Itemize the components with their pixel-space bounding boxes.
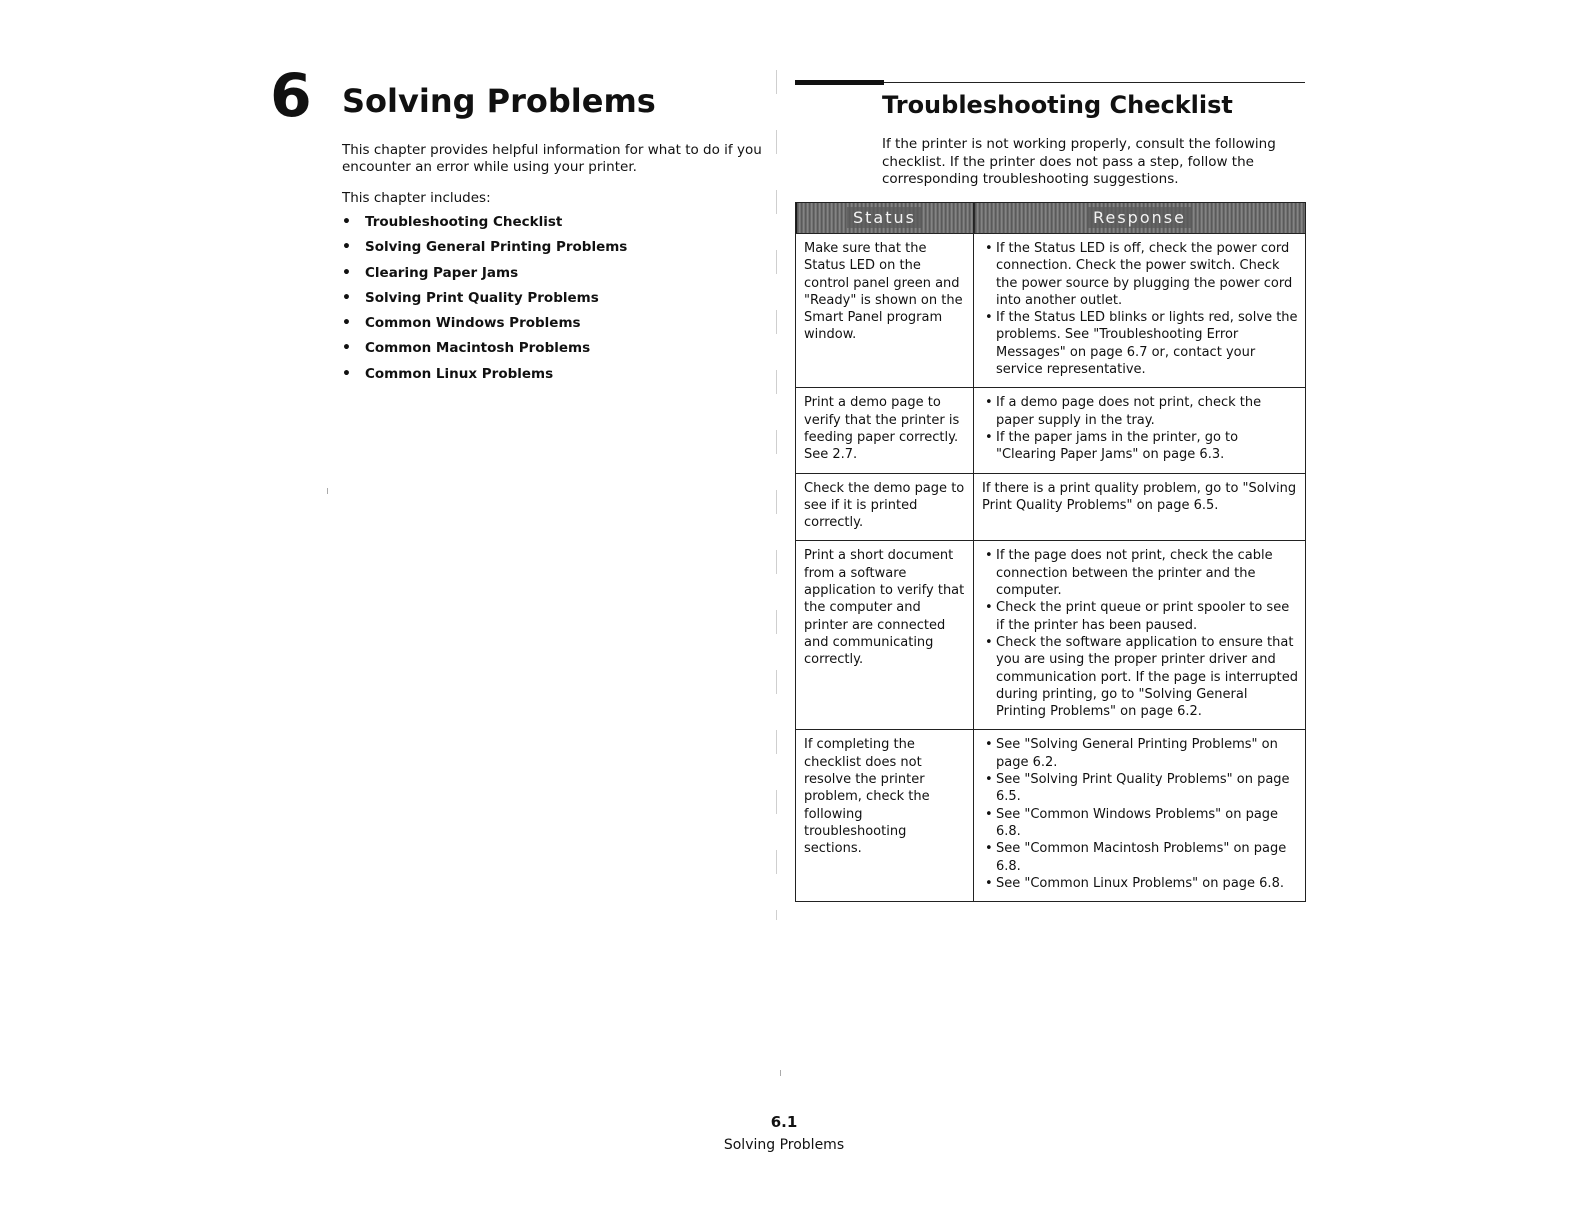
response-list (982, 736, 1298, 892)
response-list (982, 547, 1298, 720)
table-row (796, 730, 1306, 902)
response-item: • If the paper jams in the printer, go to "Clearing Paper Jams" on page 6.3. (982, 429, 1298, 464)
response-cell: If there is a print quality problem, go to "Solving Print Quality Problems" on page 6.5. (974, 473, 1306, 541)
column-divider (776, 70, 777, 920)
scan-speck (327, 488, 328, 494)
table-row (796, 234, 1306, 388)
response-item: • See "Solving Print Quality Problems" on page 6.5. (982, 771, 1298, 806)
table-row (796, 388, 1306, 473)
response-item: • See "Common Linux Problems" on page 6.8. (982, 875, 1298, 892)
chapter-number: 6 (270, 61, 312, 131)
section-intro: If the printer is not working properly, consult the following checklist. If the printer does not pass a step, follow the corresponding troubleshooting suggestions. (882, 136, 1276, 187)
section-rule-accent (795, 80, 884, 85)
table-header-row (796, 203, 1306, 234)
response-item: • If a demo page does not print, check the paper supply in the tray. (982, 394, 1298, 429)
response-item: • If the Status LED blinks or lights red, solve the problems. See "Troubleshooting Error Messages" on page 6.7 or, contact your service representative. (982, 309, 1298, 378)
chapter-intro: This chapter provides helpful information for what to do if you encounter an error while using your printer. (342, 142, 762, 175)
topic-item[interactable]: • Solving General Printing Problems (342, 239, 627, 264)
response-list (982, 394, 1298, 463)
page-footer-label: Solving Problems (723, 1137, 845, 1153)
topic-item[interactable]: • Common Windows Problems (342, 315, 627, 340)
scan-speck (780, 1070, 781, 1076)
page-number: 6.1 (770, 1113, 798, 1131)
table-row (796, 473, 1306, 541)
response-item: • See "Common Macintosh Problems" on page 6.8. (982, 840, 1298, 875)
response-cell (974, 388, 1306, 473)
table-row (796, 541, 1306, 730)
step-cell: Make sure that the Status LED on the control panel green and "Ready" is shown on the Smart Panel program window. (796, 234, 974, 388)
response-list (982, 240, 1298, 378)
topic-item[interactable]: • Clearing Paper Jams (342, 265, 627, 290)
section-title: Troubleshooting Checklist (882, 91, 1233, 119)
response-item: • If the Status LED is off, check the power cord connection. Check the power switch. Check the power source by plugging the power cord into another outlet. (982, 240, 1298, 309)
step-cell: Print a short document from a software application to verify that the computer and printer are connected and communicating correctly. (796, 541, 974, 730)
topic-item[interactable]: • Troubleshooting Checklist (342, 214, 627, 239)
header-status (796, 203, 974, 234)
response-item: • See "Solving General Printing Problems" on page 6.2. (982, 736, 1298, 771)
topic-item[interactable]: • Common Macintosh Problems (342, 340, 627, 365)
topic-item[interactable]: • Solving Print Quality Problems (342, 290, 627, 315)
response-item: • See "Common Windows Problems" on page 6.8. (982, 806, 1298, 841)
step-cell: Check the demo page to see if it is printed correctly. (796, 473, 974, 541)
response-item: • Check the software application to ensure that you are using the proper printer driver and communication port. If the page is interrupted during printing, go to "Solving General Printing Problems" on page 6.2. (982, 634, 1298, 720)
step-cell: Print a demo page to verify that the printer is feeding paper correctly. See 2.7. (796, 388, 974, 473)
header-status-label: Status (847, 207, 922, 228)
includes-label: This chapter includes: (342, 190, 491, 206)
response-cell (974, 234, 1306, 388)
chapter-title: Solving Problems (342, 82, 656, 120)
chapter-topic-list (342, 214, 627, 391)
topic-item[interactable]: • Common Linux Problems (342, 366, 627, 391)
header-response-label: Response (1087, 207, 1192, 228)
step-cell: If completing the checklist does not resolve the printer problem, check the following troubleshooting sections. (796, 730, 974, 902)
troubleshooting-table (795, 202, 1306, 902)
header-response (974, 203, 1306, 234)
response-item: • If the page does not print, check the cable connection between the printer and the computer. (982, 547, 1298, 599)
response-item: • Check the print queue or print spooler to see if the printer has been paused. (982, 599, 1298, 634)
response-cell (974, 541, 1306, 730)
response-cell (974, 730, 1306, 902)
